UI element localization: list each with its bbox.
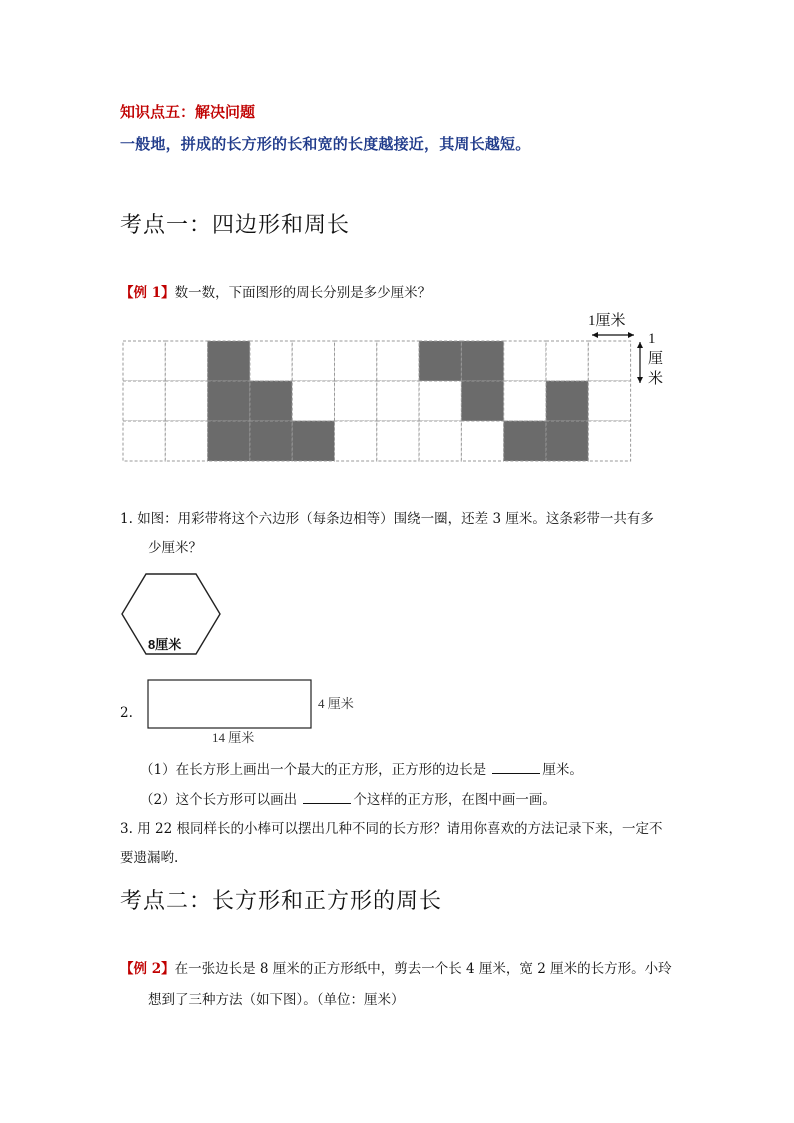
grid-cell-filled [546,421,588,461]
grid-cell-filled [419,341,461,381]
grid-cell-empty [335,381,377,421]
unit-v-label-1: 1 [648,331,656,347]
grid-cell-empty [419,381,461,421]
section2-title: 考点二：长方形和正方形的周长 [120,889,443,914]
q2-sub1-post: 厘米。 [542,762,583,778]
q2-sub1-blank[interactable] [492,761,540,774]
grid-cell-empty [377,421,419,461]
grid-cell-filled [250,421,292,461]
grid-cell-empty [123,341,165,381]
rect-length-label: 14 厘米 [212,730,255,745]
grid-cell-empty [588,341,630,381]
q2-sub1 [140,760,583,780]
arrow-head-left-icon [592,332,598,338]
knowledge-title: 知识点五：解决问题 [120,103,256,121]
rectangle-figure [140,676,380,748]
grid-cell-filled [208,381,250,421]
section1-title: 考点一：四边形和周长 [120,213,351,238]
rectangle-shape [148,680,311,728]
hexagon-figure [118,570,228,662]
q1-number: 1. [120,511,133,527]
grid-cell-filled [461,381,503,421]
grid-cell-filled [208,421,250,461]
grid-cell-empty [335,341,377,381]
grid-cell-empty [335,421,377,461]
grid-cell-empty [546,341,588,381]
q3-number: 3. [120,821,133,837]
unit-v-label-3: 米 [648,371,664,387]
q2-sub2 [140,790,556,810]
grid-cell-empty [123,381,165,421]
grid-cell-empty [504,381,546,421]
unit-v-label-2: 厘 [648,351,664,367]
q1-line1 [120,509,654,529]
grid-cell-empty [419,421,461,461]
grid-cell-empty [123,421,165,461]
q2-sub2-blank[interactable] [303,791,351,804]
grid-cell-empty [292,341,334,381]
grid-cell-empty [165,381,207,421]
grid-cells [123,341,631,461]
grid-cell-empty [250,341,292,381]
grid-cell-filled [292,421,334,461]
arrow-head-down-icon [637,377,643,383]
hexagon-label: 8厘米 [148,637,182,652]
q1-line2: 少厘米？ [148,540,202,556]
grid-cell-empty [461,421,503,461]
q2-number: 2. [120,705,133,721]
example2-tag: 【例 2】 [120,961,175,977]
perimeter-grid-figure [118,305,678,470]
arrow-head-up-icon [637,342,643,348]
example1-line [120,281,431,301]
grid-cell-filled [208,341,250,381]
example1-tag: 【例 1】 [120,285,175,301]
q2-sub1-pre: （1）在长方形上画出一个最大的正方形，正方形的边长是 [140,762,487,778]
grid-cell-filled [504,421,546,461]
grid-cell-empty [292,381,334,421]
example2-line1 [120,957,672,977]
example2-line2: 想到了三种方法（如下图）。（单位：厘米） [148,992,405,1008]
arrow-head-right-icon [628,332,634,338]
grid-cell-empty [165,421,207,461]
rect-width-label: 4 厘米 [318,696,354,711]
q2-sub2-post: 个这样的正方形，在图中画一画。 [353,792,556,808]
q3-line2: 要遗漏哟. [120,850,179,866]
grid-cell-empty [588,421,630,461]
q2-sub2-pre: （2）这个长方形可以画出 [140,792,298,808]
grid-cell-empty [377,381,419,421]
grid-cell-empty [504,341,546,381]
grid-cell-filled [250,381,292,421]
q1-text-1: 如图：用彩带将这个六边形（每条边相等）围绕一圈，还差 3 厘米。这条彩带一共有多 [137,511,654,527]
grid-cell-filled [461,341,503,381]
knowledge-text: 一般地，拼成的长方形的长和宽的长度越接近，其周长越短。 [120,135,531,153]
grid-cell-empty [165,341,207,381]
grid-cell-empty [377,341,419,381]
q3-text-1: 用 22 根同样长的小棒可以摆出几种不同的长方形？请用你喜欢的方法记录下来，一定不 [137,821,663,837]
example2-text-1: 在一张边长是 8 厘米的正方形纸中，剪去一个长 4 厘米，宽 2 厘米的长方形。小玲 [174,961,672,977]
q3-line1 [120,819,662,839]
grid-cell-empty [588,381,630,421]
grid-cell-filled [546,381,588,421]
example1-text: 数一数，下面图形的周长分别是多少厘米？ [174,285,432,301]
unit-h-label: 1厘米 [588,313,626,329]
